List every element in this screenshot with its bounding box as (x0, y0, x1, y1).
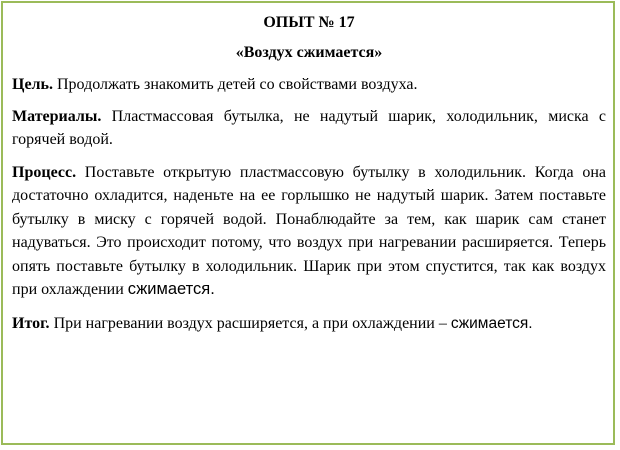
result-paragraph (12, 312, 606, 336)
goal-paragraph (12, 73, 606, 97)
process-text-tail: сжимается. (127, 280, 215, 298)
result-label: Итог. (12, 314, 50, 332)
materials-paragraph (12, 105, 606, 152)
result-text-tail: сжимается. (450, 314, 533, 332)
materials-label: Материалы. (12, 107, 102, 125)
experiment-subtitle: «Воздух сжимается» (235, 43, 383, 61)
goal-text: Продолжать знакомить детей со свойствами воздуха. (52, 76, 418, 93)
experiment-card (1, 1, 615, 445)
goal-label: Цель. (12, 76, 53, 93)
experiment-title: ОПЫТ № 17 (263, 14, 355, 31)
process-text: Поставьте открытую пластмассовую бутылку в холодильник. Когда она достаточно охладится, наденьте на ее горлышко не надутый шарик. Затем поставьте бутылку в миску с горячей водой. Понаблюдайте за тем, как шарик сам станет надуваться. Это происходит потому, что воздух при нагревании расширяется. Теперь опять поставьте бутылку в холодильник. Шарик при этом спустится, так как воздух при охлаждении (12, 163, 606, 298)
experiment-content (12, 11, 606, 335)
result-text: При нагревании воздух расширяется, а при охлаждении – (49, 314, 451, 332)
process-label: Процесс. (12, 163, 77, 181)
materials-text: Пластмассовая бутылка, не надутый шарик, холодильник, миска с горячей водой. (12, 107, 606, 148)
process-paragraph (12, 161, 606, 302)
